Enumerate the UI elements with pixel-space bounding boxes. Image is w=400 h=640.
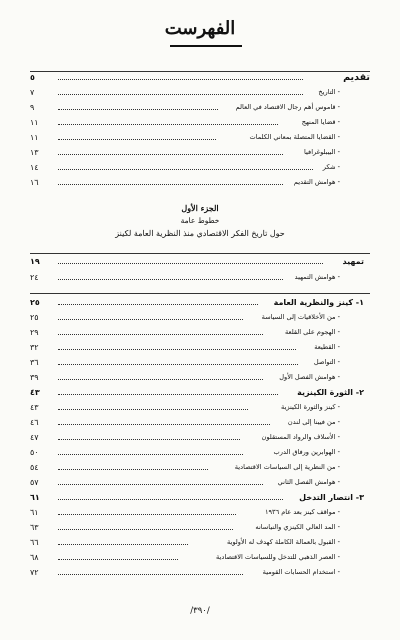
entry-label: - الهوابرين ورفاق الدرب: [273, 448, 340, 456]
toc-entry: [0, 431, 400, 445]
entry-label: تقديم: [343, 72, 370, 83]
entry-page: ١٣: [30, 148, 39, 157]
entry-page: ٥٠: [30, 448, 39, 457]
dot-leader: [58, 379, 263, 380]
dot-leader: [58, 279, 283, 280]
toc-entry: [0, 101, 400, 115]
dot-leader: [58, 499, 283, 500]
dot-leader: [58, 263, 323, 264]
entry-label: - المد العالي الكينزي والنياسانه: [255, 523, 340, 531]
entry-page: ٢٩: [30, 328, 39, 337]
entry-label: - العصر الذهبي للتدخل وللسياسات الاقتصادية: [216, 553, 340, 561]
entry-page: ٤٧: [30, 433, 39, 442]
part-subtitle: خطوط عامة: [180, 216, 220, 225]
entry-label: - التاريخ: [318, 88, 340, 96]
toc-entry: [0, 176, 400, 190]
dot-leader: [58, 364, 298, 365]
entry-label: - الأسلاف والرواد المستقلون: [261, 433, 340, 441]
toc-entry: [0, 356, 400, 370]
toc-entry-chapter-heading: [0, 386, 400, 400]
entry-page: ٤٣: [30, 403, 39, 412]
entry-page: ٦٦: [30, 538, 39, 547]
entry-page: ٥٧: [30, 478, 39, 487]
entry-page: ٣٢: [30, 343, 39, 352]
entry-label: - مواقف كينز بعد عام ١٩٣٦: [264, 508, 340, 516]
entry-label: - البيبلوغرافيا: [304, 148, 340, 156]
entry-page: ٣٩: [30, 373, 39, 382]
part-title: الجزء الأول: [181, 203, 219, 213]
section-divider: [30, 253, 370, 254]
dot-leader: [58, 409, 248, 410]
entry-label: - هوامش الفصل الأول: [279, 373, 340, 381]
toc-entry: [0, 461, 400, 475]
toc-entry: [0, 551, 400, 565]
entry-page: ٥٤: [30, 463, 39, 472]
entry-page: ١٩: [30, 257, 40, 266]
section-divider: [30, 293, 370, 294]
dot-leader: [58, 544, 188, 545]
toc-entry: [0, 371, 400, 385]
entry-label: - القطيعة: [314, 343, 340, 351]
toc-entry: [0, 446, 400, 460]
dot-leader: [58, 574, 243, 575]
entry-page: ٢٥: [30, 298, 40, 307]
dot-leader: [58, 469, 208, 470]
dot-leader: [58, 349, 296, 350]
dot-leader: [58, 454, 243, 455]
toc-entry: [0, 416, 400, 430]
entry-label: - شكر: [322, 163, 340, 171]
toc-entry: [0, 341, 400, 355]
entry-page: ٩: [30, 103, 35, 112]
entry-page: ١١: [30, 133, 39, 142]
toc-entry: [0, 86, 400, 100]
entry-label: - من الأخلاقيات إلى السياسة: [261, 313, 340, 321]
entry-page: ٧٢: [30, 568, 39, 577]
toc-entry: [0, 326, 400, 340]
page-number: /٣٩٠/: [190, 606, 210, 616]
toc-entry: [0, 401, 400, 415]
entry-label: ٢- الثورة الكينزية: [297, 388, 364, 397]
entry-page: ٦١: [30, 493, 40, 502]
toc-entry: [0, 536, 400, 550]
dot-leader: [58, 79, 303, 80]
dot-leader: [58, 484, 263, 485]
entry-label: - القبول بالعمالة الكاملة كهدف له الأولوية: [226, 538, 340, 546]
toc-entry: [0, 271, 400, 285]
dot-leader: [58, 124, 278, 125]
page-title: الفهرست: [164, 18, 236, 39]
dot-leader: [58, 319, 243, 320]
entry-page: ٦٣: [30, 523, 39, 532]
dot-leader: [58, 109, 218, 110]
dot-leader: [58, 139, 216, 140]
toc-entry: [0, 506, 400, 520]
entry-label: - من النظرية إلى السياسات الاقتصادية: [234, 463, 340, 471]
dot-leader: [58, 304, 258, 305]
entry-page: ٦١: [30, 508, 39, 517]
entry-label: - هوامش الفصل الثاني: [277, 478, 340, 486]
toc-entry-intro-heading: [0, 71, 400, 85]
toc-entry: [0, 131, 400, 145]
dot-leader: [58, 184, 283, 185]
dot-leader: [58, 169, 313, 170]
dot-leader: [58, 94, 303, 95]
entry-label: - الهجوم على القلعة: [285, 328, 340, 336]
dot-leader: [58, 154, 283, 155]
dot-leader: [58, 334, 263, 335]
entry-page: ١١: [30, 118, 39, 127]
entry-label: - من فيينا إلى لندن: [287, 418, 340, 426]
entry-label: - قضايا المنهج: [301, 118, 340, 126]
toc-entry: [0, 116, 400, 130]
toc-entry: [0, 521, 400, 535]
entry-page: ٥: [30, 73, 35, 82]
entry-label: - قاموس أهم رجال الاقتصاد في العالم: [235, 103, 340, 111]
entry-page: ٦٨: [30, 553, 39, 562]
dot-leader: [58, 559, 178, 560]
toc-entry: [0, 476, 400, 490]
entry-page: ٢٥: [30, 313, 39, 322]
entry-label: - استخدام الحسابات القومية: [262, 568, 340, 576]
toc-entry: [0, 161, 400, 175]
toc-entry-chapter-heading: [0, 491, 400, 505]
entry-page: ٢٤: [30, 273, 39, 282]
entry-label: - هوامش التقديم: [293, 178, 340, 186]
entry-label: ١- كينز والنظرية العامة: [273, 298, 364, 307]
entry-page: ١٦: [30, 178, 39, 187]
dot-leader: [58, 439, 240, 440]
entry-page: ٤٦: [30, 418, 39, 427]
title-underline: [170, 45, 242, 47]
dot-leader: [58, 424, 270, 425]
toc-entry-chapter-heading: [0, 296, 400, 310]
toc-entry: [0, 566, 400, 580]
entry-label: - كينز والثورة الكينزية: [281, 403, 340, 411]
entry-label: ٣- انتصار التدخل: [299, 493, 364, 502]
toc-entry-preface-heading: [0, 255, 400, 269]
entry-page: ٧: [30, 88, 35, 97]
dot-leader: [58, 514, 236, 515]
entry-page: ١٤: [30, 163, 39, 172]
entry-label: - القضايا المتصلة بمعاني الكلمات: [249, 133, 340, 141]
entry-label: - هوامش التمهيد: [294, 273, 340, 281]
entry-page: ٤٣: [30, 388, 40, 397]
entry-page: ٣٦: [30, 358, 39, 367]
dot-leader: [58, 394, 278, 395]
part-description: حول تاريخ الفكر الاقتصادي منذ النظرية العامة لكينز: [115, 229, 285, 238]
entry-label: - التواصل: [313, 358, 340, 366]
toc-entry: [0, 146, 400, 160]
dot-leader: [58, 529, 233, 530]
toc-entry: [0, 311, 400, 325]
entry-label: تمهيد: [342, 257, 364, 266]
